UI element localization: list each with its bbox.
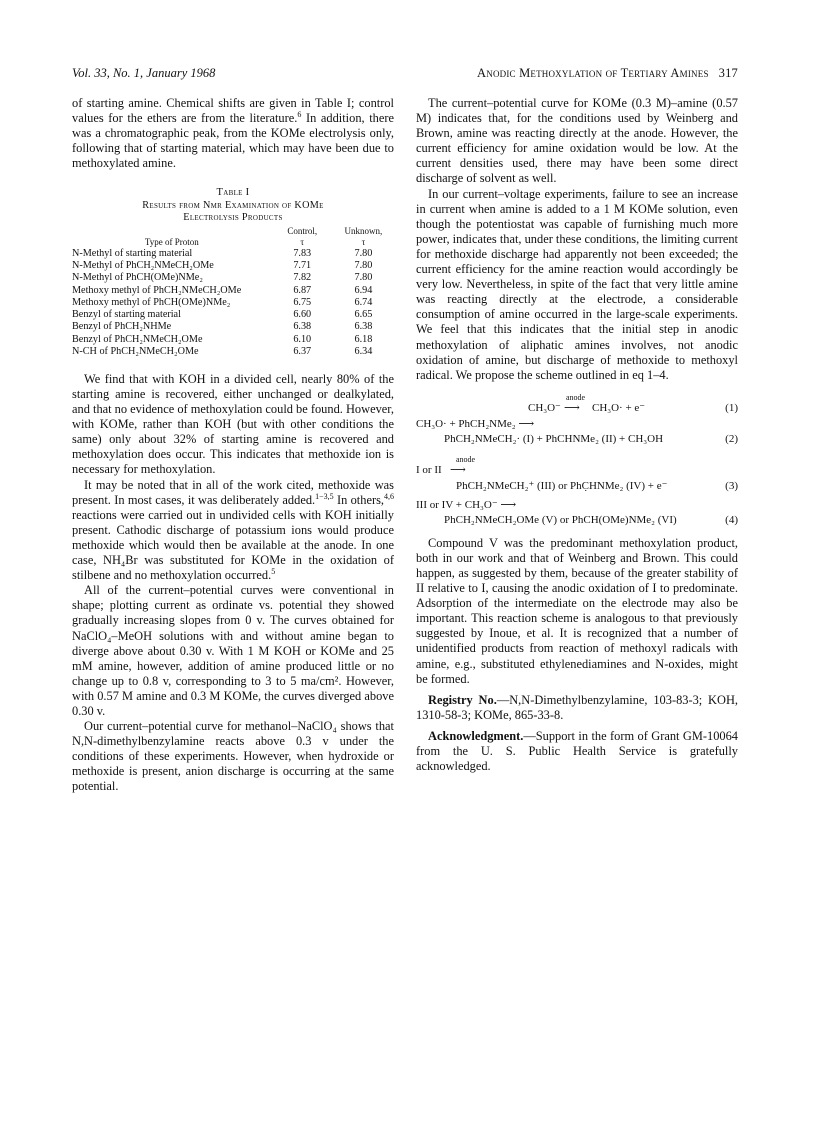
eq-number: (3): [725, 479, 738, 492]
paragraph: We find that with KOH in a divided cell, nearly 80% of the starting amine is recovered, either unchanged or dealkylated, and that no evidence of methoxylation could be found. However, with KOMe, rather than KOH (but with other conditions the same) only about 32% of starting amine is recovered and methoxylation does occur. This indicates that methoxide ion is necessary for methoxylation.: [72, 371, 394, 477]
table-label: Table I: [216, 187, 250, 199]
running-header: [72, 66, 738, 86]
table-caption-line2: Electrolysis Products: [183, 211, 283, 223]
running-title: [477, 66, 738, 81]
acknowledgment-label: Acknowledgment.: [428, 728, 524, 743]
unknown-value-cell: 6.94: [354, 284, 373, 296]
table-header-row: [72, 226, 394, 248]
reference-mark: 5: [271, 567, 276, 576]
arrow-label: anode: [456, 454, 476, 464]
eq-rhs: CH₃O· + e⁻: [592, 401, 646, 414]
control-value-cell: 6.38: [293, 321, 312, 333]
text: In addition, there was a chromatographic peak, from the KOMe electrolysis only, following that of starting material, which may have been due to methoxylated amine.: [72, 111, 394, 171]
table-row: [72, 321, 394, 333]
eq-text: PhCH₂NMeCH₂⁺ (III) or PhC̣HNMe₂ (IV) + e⁻: [456, 479, 668, 492]
eq-lhs: CH₃O⁻: [528, 401, 561, 414]
text: In others,: [333, 492, 384, 507]
control-value-cell: 6.75: [293, 296, 312, 308]
left-column: [72, 96, 394, 795]
unknown-value-cell: 7.80: [354, 272, 373, 284]
eq-number: (4): [725, 513, 738, 526]
proton-type-cell: N-CH of PhCH₂NMeCH₂OMe: [72, 345, 199, 357]
table-row: [72, 346, 394, 358]
unknown-value-cell: 7.80: [354, 260, 373, 272]
proton-type-cell: N-Methyl of PhCH₂NMeCH₂OMe: [72, 260, 214, 272]
control-value-cell: 6.10: [293, 333, 312, 345]
proton-type-cell: N-Methyl of PhCH(OMe)NMe₂: [72, 272, 203, 284]
nmr-table: [72, 187, 394, 357]
text: reactions were carried out in undivided cells with KOH initially present. Cathodic discharge of potassium ions would produce methoxide which would then be available at the anode. In one case, NH₄Br was substituted for KOMe in the oxidation of stilbene and no methoxylation occurred.: [72, 507, 394, 583]
journal-volume: Vol. 33, No. 1, January 1968: [72, 66, 216, 80]
equation-1: [416, 391, 738, 417]
arrow-icon: ⟶: [564, 401, 580, 414]
reference-mark: 6: [297, 109, 302, 119]
acknowledgment-text: —Support in the form of Grant GM-10064 from the U. S. Public Health Service is gratefully acknowledged.: [416, 728, 738, 774]
paragraph: Our current–potential curve for methanol–NaClO₄ shows that N,N-dimethylbenzylamine reacts above 0.3 v under the conditions of these experiments. However, when hydroxide or methoxide is present, anion discharge is occurring at the same potential.: [72, 719, 394, 794]
table-row: [72, 309, 394, 321]
paragraph: In our current–voltage experiments, failure to see an increase in current when amine is added to a 1 M KOMe solution, even though the potentiostat was capable of furnishing much more power, indicates that, under these conditions, the limiting current for methoxide discharge had apparently not been exceeded; the current efficiency for the amine reaction would accordingly be very low. Nevertheless, in spite of the fact that very little amine was reacting directly at the electrode, a considerable consumption of amine occurred in the large-scale experiments. We feel that this indicates that the initial step in anodic methoxylation of aliphatic amines involves, not anodic oxidation of amine, but discharge of methoxide to methoxyl radical. We propose the scheme outlined in eq 1–4.: [416, 186, 738, 382]
control-value-cell: 6.87: [293, 284, 312, 296]
proton-type-cell: Methoxy methyl of PhCH(OMe)NMe₂: [72, 296, 231, 308]
unknown-value-cell: 7.80: [354, 248, 373, 260]
control-value-cell: 7.71: [293, 260, 312, 272]
col-header-unknown: [333, 226, 394, 248]
reference-mark: 1−3,5: [315, 491, 334, 501]
paragraph: [72, 478, 394, 584]
proton-type-cell: N-Methyl of starting material: [72, 248, 193, 260]
proton-type-cell: Benzyl of PhCH₂NMeCH₂OMe: [72, 333, 203, 345]
proton-type-cell: Methoxy methyl of PhCH₂NMeCH₂OMe: [72, 284, 242, 296]
table-row: [72, 334, 394, 346]
unit: τ: [361, 237, 366, 248]
eq-number: (2): [725, 432, 738, 445]
acknowledgment-paragraph: [416, 729, 738, 774]
col-header-control: [272, 226, 333, 248]
paragraph: Compound V was the predominant methoxylation product, both in our work and that of Weinberg and Brown. This could happen, as suggested by them, because of the greater stability of II relative to I, causing the anodic oxidation of I to predominate. Adsorption of the intermediate on the electrode may also be important. This reaction scheme is analogous to that previously suggested by Inoue, et al. It is recognized that a number of unidentified products from reaction of methoxyl radicals with amine, e.g., substituted ethylenediamines and N-oxides, might be formed.: [416, 535, 738, 686]
registry-label: Registry No.: [428, 692, 497, 707]
eq-text: III or IV + CH₃O⁻ ⟶: [416, 498, 517, 511]
table-row: [72, 285, 394, 297]
reference-mark: 4,6: [384, 491, 394, 501]
registry-paragraph: [416, 693, 738, 723]
registry-text: —N,N-Dimethylbenzylamine, 103-83-3; KOH, 1310-58-3; KOMe, 865-33-8.: [416, 692, 738, 722]
unit: τ: [300, 237, 305, 248]
table-caption-line1: Results from Nmr Examination of KOMe: [142, 199, 324, 211]
page-number: 317: [718, 66, 738, 80]
equation-2-line2: [416, 432, 738, 447]
proton-type-cell: Benzyl of starting material: [72, 309, 181, 321]
table-row: [72, 248, 394, 260]
text: It may be noted that in all of the work cited, methoxide was present. In most cases, it was deliberately added.: [72, 477, 394, 507]
text: Control,: [287, 226, 318, 237]
eq-text: PhCH₂NMeCH₂· (I) + PhCHNMe₂ (II) + CH₃OH: [444, 432, 664, 445]
text: Type of Proton: [144, 237, 199, 248]
unknown-value-cell: 6.18: [354, 333, 373, 345]
paragraph: All of the current–potential curves were conventional in shape; plotting current as ordinate vs. potential they showed gradually increasing slopes from 0 v. The curves obtained for NaClO₄–MeOH solutions with and without amine began to diverge above about 0.30 v. With 1 M KOH or KOMe and 25 mM amine, however, addition of amine produced little or no change up to 0.8 v, corresponding to 3 to 5 ma/cm². However, with 0.57 M amine and 0.3 M KOMe, the curves diverged above 0.30 v.: [72, 583, 394, 718]
table-row: [72, 260, 394, 272]
right-column: [416, 96, 738, 774]
text: of starting amine. Chemical shifts are given in Table I; control values for the ethers are from the literature.: [72, 96, 394, 126]
unknown-value-cell: 6.74: [354, 296, 373, 308]
running-title-text: Anodic Methoxylation of Tertiary Amines: [477, 66, 709, 80]
text: Unknown,: [344, 226, 383, 237]
paragraph: The current–potential curve for KOMe (0.3 M)–amine (0.57 M) indicates that, for the conditions used by Weinberg and Brown, amine was reacting directly at the anode. However, the current efficiency for amine oxidation would be low. At the current densities used, there may have been some direct discharge of solvent as well.: [416, 96, 738, 186]
equation-2-line1: [416, 417, 738, 432]
equation-3-line1: [416, 453, 738, 479]
table-body: [72, 226, 394, 358]
equations: [416, 391, 738, 528]
eq-number: (1): [725, 401, 738, 414]
arrow-icon: ⟶: [450, 463, 466, 476]
proton-type-cell: Benzyl of PhCH₂NHMe: [72, 321, 172, 333]
table-row: [72, 272, 394, 284]
eq-text: I or II: [416, 463, 442, 476]
unknown-value-cell: 6.34: [354, 345, 373, 357]
unknown-value-cell: 6.38: [354, 321, 373, 333]
paragraph: [72, 96, 394, 171]
control-value-cell: 6.37: [293, 345, 312, 357]
equation-4-line1: [416, 498, 738, 513]
eq-text: CH₃O· + PhCH₂NMe₂ ⟶: [416, 417, 535, 430]
control-value-cell: 7.83: [293, 248, 312, 260]
control-value-cell: 7.82: [293, 272, 312, 284]
col-header-type: [72, 226, 272, 248]
control-value-cell: 6.60: [293, 309, 312, 321]
eq-text: PhCH₂NMeCH₂OMe (V) or PhCH(OMe)NMe₂ (VI): [444, 513, 677, 526]
equation-3-line2: [416, 479, 738, 494]
unknown-value-cell: 6.65: [354, 309, 373, 321]
equation-4-line2: [416, 513, 738, 528]
arrow-label: anode: [566, 392, 586, 402]
table-row: [72, 297, 394, 309]
